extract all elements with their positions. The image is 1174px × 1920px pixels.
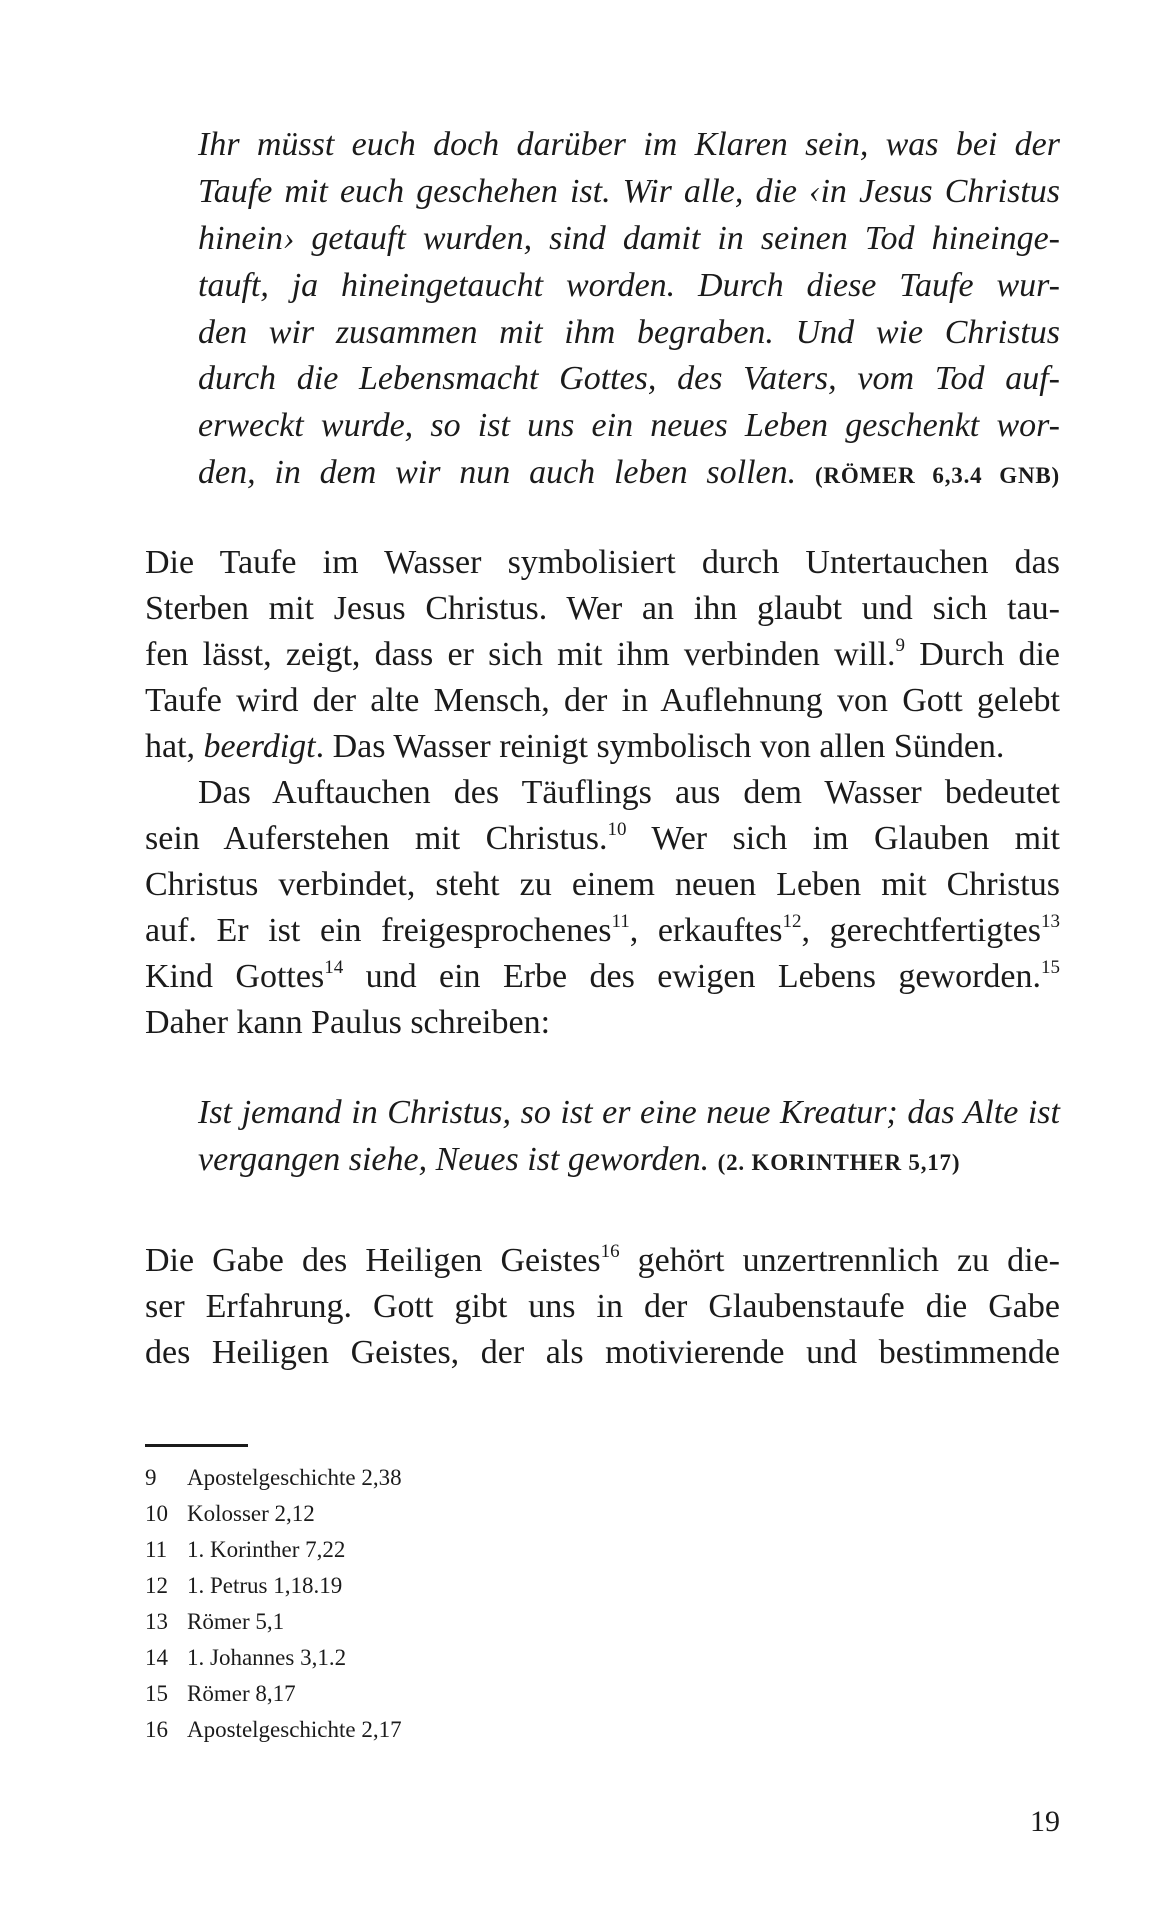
footnote-number: 12 <box>145 1573 168 1598</box>
paragraph-2-line: Christus verbindet, steht zu einem neuen Leben mit Christus <box>145 866 1060 903</box>
quote-1-line: hinein› getauft wurden, sind damit in seinen Tod hineinge- <box>198 220 1060 257</box>
paragraph-3-line: ser Erfahrung. Gott gibt uns in der Glaubenstaufe die Gabe <box>145 1288 1060 1325</box>
paragraph-1-line: Die Taufe im Wasser symbolisiert durch Untertauchen das <box>145 544 1060 581</box>
text-run: gehört unzertrennlich zu die- <box>619 1242 1060 1279</box>
paragraph-1-line: Taufe wird der alte Mensch, der in Auflehnung von Gott gelebt <box>145 682 1060 719</box>
text-run: , erkauftes <box>629 912 783 949</box>
footnote-text: Römer 5,1 <box>187 1609 285 1634</box>
footnote-text: 1. Johannes 3,1.2 <box>187 1645 347 1670</box>
paragraph-1-line: Sterben mit Jesus Christus. Wer an ihn glaubt und sich tau- <box>145 590 1060 627</box>
paragraph-1-line <box>145 724 1060 770</box>
text-run: hat, <box>145 728 204 765</box>
paragraph-3-line: des Heiligen Geistes, der als motivierende und bestimmende <box>145 1334 1060 1371</box>
footnote-item <box>145 1534 345 1566</box>
text-run: fen lässt, zeigt, dass er sich mit ihm verbinden will. <box>145 636 896 673</box>
footnote-marker[interactable]: 9 <box>895 635 905 656</box>
emphasis: beerdigt <box>203 728 316 765</box>
footnote-number: 16 <box>145 1717 168 1742</box>
footnote-item <box>145 1462 402 1494</box>
footnote-marker[interactable]: 11 <box>611 911 630 932</box>
footnote-text: 1. Petrus 1,18.19 <box>187 1573 343 1598</box>
footnote-number: 13 <box>145 1609 168 1634</box>
footnote-item <box>145 1570 342 1602</box>
quote-1-last-line <box>198 450 1060 496</box>
footnote-marker[interactable]: 12 <box>782 911 802 932</box>
footnote-marker[interactable]: 14 <box>324 957 344 978</box>
footnote-text: 1. Korinther 7,22 <box>187 1537 346 1562</box>
footnote-item <box>145 1606 284 1638</box>
quote-1-line: durch die Lebensmacht Gottes, des Vaters, vom Tod auf- <box>198 360 1060 397</box>
paragraph-2-line <box>145 908 1060 954</box>
paragraph-3-line <box>145 1238 1060 1284</box>
footnote-number: 10 <box>145 1501 168 1526</box>
text-run: Wer sich im Glauben mit <box>626 820 1060 857</box>
footnote-marker[interactable]: 16 <box>600 1241 620 1262</box>
footnote-text: Apostelgeschichte 2,38 <box>187 1465 402 1490</box>
footnote-number: 14 <box>145 1645 168 1670</box>
text-run: Die Gabe des Heiligen Geistes <box>145 1242 601 1279</box>
paragraph-2-line <box>145 816 1060 862</box>
page-number: 19 <box>1030 1805 1060 1838</box>
footnote-text: Kolosser 2,12 <box>187 1501 315 1526</box>
footnote-marker[interactable]: 15 <box>1041 957 1060 978</box>
footnote-item <box>145 1678 296 1710</box>
footnote-number: 15 <box>145 1681 168 1706</box>
text-run: . Das Wasser reinigt symbolisch von allen Sünden. <box>315 728 1005 765</box>
quote-2-line: Ist jemand in Christus, so ist er eine neue Kreatur; das Alte ist <box>198 1094 1060 1131</box>
quote-1-line: tauft, ja hineingetaucht worden. Durch diese Taufe wur- <box>198 267 1060 304</box>
text-run: Kind Gottes <box>145 958 325 995</box>
quote-2-last-line <box>198 1137 1060 1183</box>
text-run: und ein Erbe des ewigen Lebens geworden. <box>343 958 1041 995</box>
quote-1-line: Ihr müsst euch doch darüber im Klaren sein, was bei der <box>198 126 1060 163</box>
footnote-text: Apostelgeschichte 2,17 <box>187 1717 402 1742</box>
quote-1-text: den, in dem wir nun auch leben sollen. <box>198 454 797 491</box>
quote-1-line: den wir zusammen mit ihm begraben. Und wie Christus <box>198 314 1060 351</box>
footnote-item <box>145 1498 315 1530</box>
footnote-number: 9 <box>145 1465 157 1490</box>
quote-1-line: erweckt wurde, so ist uns ein neues Leben geschenkt wor- <box>198 407 1060 444</box>
footnote-separator <box>145 1444 248 1447</box>
footnote-text: Römer 8,17 <box>187 1681 296 1706</box>
paragraph-2-line: Das Auftauchen des Täuflings aus dem Wasser bedeutet <box>198 774 1060 811</box>
footnote-item <box>145 1642 346 1674</box>
text-run: , gerechtfertigtes <box>801 912 1041 949</box>
footnote-item <box>145 1714 402 1746</box>
text-run: sein Auferstehen mit Christus. <box>145 820 608 857</box>
text-run: auf. Er ist ein freigesprochenes <box>145 912 612 949</box>
footnote-number: 11 <box>145 1537 168 1562</box>
paragraph-1-line <box>145 632 1060 678</box>
quote-2-text: vergangen siehe, Neues ist geworden. <box>198 1141 710 1178</box>
text-run: Durch die <box>904 636 1060 673</box>
quote-1-reference: (RÖMER 6,3.4 GNB) <box>814 463 1060 488</box>
footnote-marker[interactable]: 13 <box>1041 911 1060 932</box>
quote-2-reference: (2. KORINTHER 5,17) <box>717 1150 961 1175</box>
paragraph-2-line <box>145 954 1060 1000</box>
footnote-marker[interactable]: 10 <box>607 819 627 840</box>
paragraph-2-line: Daher kann Paulus schreiben: <box>145 1004 551 1041</box>
quote-1-line: Taufe mit euch geschehen ist. Wir alle, die ‹in Jesus Christus <box>198 173 1060 210</box>
